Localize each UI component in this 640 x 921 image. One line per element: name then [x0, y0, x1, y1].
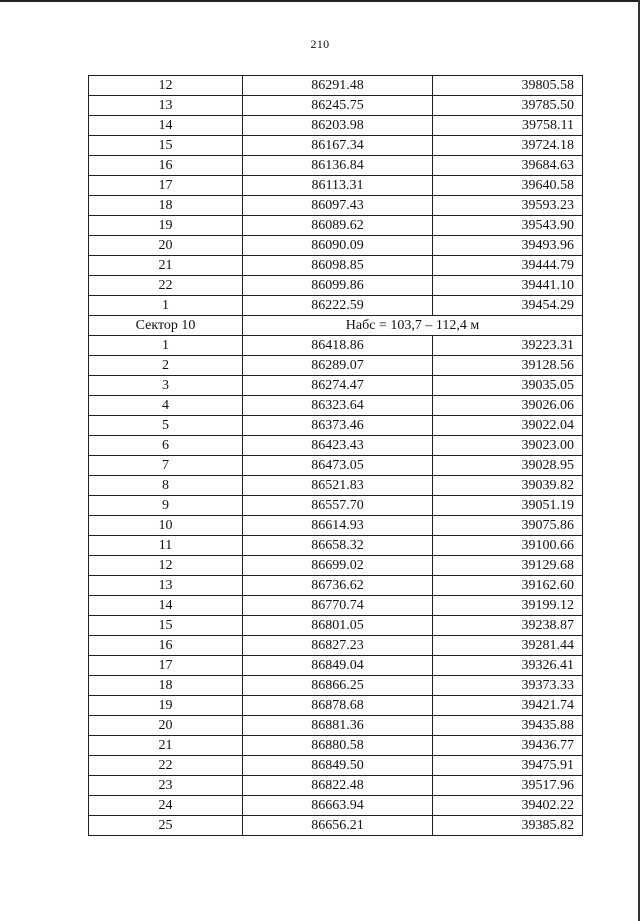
- point-number-cell: 6: [89, 436, 243, 456]
- y-coordinate-cell: 39022.04: [433, 416, 583, 436]
- x-coordinate-cell: 86203.98: [243, 116, 433, 136]
- x-coordinate-cell: 86699.02: [243, 556, 433, 576]
- x-coordinate-cell: 86881.36: [243, 716, 433, 736]
- x-coordinate-cell: 86473.05: [243, 456, 433, 476]
- y-coordinate-cell: 39026.06: [433, 396, 583, 416]
- page-number: 210: [310, 37, 330, 51]
- table-row: [89, 476, 583, 496]
- point-number-cell: 20: [89, 716, 243, 736]
- point-number-cell: 11: [89, 536, 243, 556]
- point-number-cell: 4: [89, 396, 243, 416]
- y-coordinate-cell: 39035.05: [433, 376, 583, 396]
- table-row: [89, 696, 583, 716]
- x-coordinate-cell: 86097.43: [243, 196, 433, 216]
- y-coordinate-cell: 39475.91: [433, 756, 583, 776]
- sector-header-group: [89, 316, 583, 336]
- x-coordinate-cell: 86801.05: [243, 616, 433, 636]
- point-number-cell: 3: [89, 376, 243, 396]
- y-coordinate-cell: 39454.29: [433, 296, 583, 316]
- x-coordinate-cell: 86880.58: [243, 736, 433, 756]
- x-coordinate-cell: 86418.86: [243, 336, 433, 356]
- point-number-cell: 21: [89, 736, 243, 756]
- x-coordinate-cell: 86373.46: [243, 416, 433, 436]
- table-row: [89, 336, 583, 356]
- point-number-cell: 9: [89, 496, 243, 516]
- point-number-cell: 22: [89, 276, 243, 296]
- table-row: [89, 236, 583, 256]
- point-number-cell: 25: [89, 816, 243, 836]
- table-row: [89, 96, 583, 116]
- table-row: [89, 256, 583, 276]
- y-coordinate-cell: 39805.58: [433, 76, 583, 96]
- table-row: [89, 536, 583, 556]
- x-coordinate-cell: 86736.62: [243, 576, 433, 596]
- table-row: [89, 116, 583, 136]
- point-number-cell: 15: [89, 136, 243, 156]
- y-coordinate-cell: 39421.74: [433, 696, 583, 716]
- x-coordinate-cell: 86245.75: [243, 96, 433, 116]
- x-coordinate-cell: 86099.86: [243, 276, 433, 296]
- table-row: [89, 516, 583, 536]
- point-number-cell: 5: [89, 416, 243, 436]
- y-coordinate-cell: 39199.12: [433, 596, 583, 616]
- x-coordinate-cell: 86878.68: [243, 696, 433, 716]
- y-coordinate-cell: 39326.41: [433, 656, 583, 676]
- table-row: [89, 436, 583, 456]
- x-coordinate-cell: 86663.94: [243, 796, 433, 816]
- table-row: [89, 576, 583, 596]
- x-coordinate-cell: 86521.83: [243, 476, 433, 496]
- point-number-cell: 17: [89, 656, 243, 676]
- y-coordinate-cell: 39039.82: [433, 476, 583, 496]
- point-number-cell: 16: [89, 636, 243, 656]
- table-row: [89, 776, 583, 796]
- sector-header-row: [89, 316, 583, 336]
- point-number-cell: 1: [89, 336, 243, 356]
- y-coordinate-cell: 39238.87: [433, 616, 583, 636]
- point-number-cell: 18: [89, 676, 243, 696]
- y-coordinate-cell: 39023.00: [433, 436, 583, 456]
- x-coordinate-cell: 86289.07: [243, 356, 433, 376]
- point-number-cell: 14: [89, 116, 243, 136]
- point-number-cell: 12: [89, 76, 243, 96]
- table-row: [89, 596, 583, 616]
- y-coordinate-cell: 39684.63: [433, 156, 583, 176]
- table-row: [89, 276, 583, 296]
- y-coordinate-cell: 39281.44: [433, 636, 583, 656]
- point-number-cell: 7: [89, 456, 243, 476]
- x-coordinate-cell: 86291.48: [243, 76, 433, 96]
- y-coordinate-cell: 39129.68: [433, 556, 583, 576]
- y-coordinate-cell: 39758.11: [433, 116, 583, 136]
- point-number-cell: 20: [89, 236, 243, 256]
- x-coordinate-cell: 86113.31: [243, 176, 433, 196]
- point-number-cell: 23: [89, 776, 243, 796]
- table-row: [89, 356, 583, 376]
- coordinates-table-body-bottom: [89, 336, 583, 836]
- y-coordinate-cell: 39162.60: [433, 576, 583, 596]
- x-coordinate-cell: 86274.47: [243, 376, 433, 396]
- point-number-cell: 17: [89, 176, 243, 196]
- table-row: [89, 796, 583, 816]
- table-row: [89, 636, 583, 656]
- table-row: [89, 716, 583, 736]
- y-coordinate-cell: 39075.86: [433, 516, 583, 536]
- table-row: [89, 296, 583, 316]
- x-coordinate-cell: 86557.70: [243, 496, 433, 516]
- table-row: [89, 616, 583, 636]
- y-coordinate-cell: 39436.77: [433, 736, 583, 756]
- y-coordinate-cell: 39724.18: [433, 136, 583, 156]
- point-number-cell: 8: [89, 476, 243, 496]
- y-coordinate-cell: 39128.56: [433, 356, 583, 376]
- table-row: [89, 416, 583, 436]
- point-number-cell: 19: [89, 216, 243, 236]
- y-coordinate-cell: 39051.19: [433, 496, 583, 516]
- x-coordinate-cell: 86222.59: [243, 296, 433, 316]
- y-coordinate-cell: 39441.10: [433, 276, 583, 296]
- table-row: [89, 756, 583, 776]
- y-coordinate-cell: 39640.58: [433, 176, 583, 196]
- x-coordinate-cell: 86822.48: [243, 776, 433, 796]
- y-coordinate-cell: 39543.90: [433, 216, 583, 236]
- x-coordinate-cell: 86090.09: [243, 236, 433, 256]
- y-coordinate-cell: 39223.31: [433, 336, 583, 356]
- y-coordinate-cell: 39785.50: [433, 96, 583, 116]
- table-row: [89, 676, 583, 696]
- point-number-cell: 19: [89, 696, 243, 716]
- table-row: [89, 556, 583, 576]
- y-coordinate-cell: 39593.23: [433, 196, 583, 216]
- table-row: [89, 216, 583, 236]
- coordinates-table-body-top: [89, 76, 583, 316]
- table-row: [89, 176, 583, 196]
- x-coordinate-cell: 86849.50: [243, 756, 433, 776]
- page-edge-top: [0, 0, 640, 2]
- x-coordinate-cell: 86089.62: [243, 216, 433, 236]
- point-number-cell: 2: [89, 356, 243, 376]
- point-number-cell: 24: [89, 796, 243, 816]
- x-coordinate-cell: 86323.64: [243, 396, 433, 416]
- table-row: [89, 156, 583, 176]
- table-row: [89, 376, 583, 396]
- coordinates-table: [88, 75, 583, 836]
- y-coordinate-cell: 39373.33: [433, 676, 583, 696]
- table-row: [89, 656, 583, 676]
- y-coordinate-cell: 39028.95: [433, 456, 583, 476]
- x-coordinate-cell: 86098.85: [243, 256, 433, 276]
- table-row: [89, 136, 583, 156]
- y-coordinate-cell: 39517.96: [433, 776, 583, 796]
- table-row: [89, 396, 583, 416]
- point-number-cell: 18: [89, 196, 243, 216]
- y-coordinate-cell: 39493.96: [433, 236, 583, 256]
- point-number-cell: 13: [89, 96, 243, 116]
- table-row: [89, 496, 583, 516]
- sector-height-range: Набс = 103,7 – 112,4 м: [243, 316, 583, 336]
- sector-label: Сектор 10: [89, 316, 243, 336]
- y-coordinate-cell: 39435.88: [433, 716, 583, 736]
- point-number-cell: 15: [89, 616, 243, 636]
- point-number-cell: 12: [89, 556, 243, 576]
- point-number-cell: 21: [89, 256, 243, 276]
- x-coordinate-cell: 86849.04: [243, 656, 433, 676]
- table-row: [89, 76, 583, 96]
- point-number-cell: 22: [89, 756, 243, 776]
- x-coordinate-cell: 86136.84: [243, 156, 433, 176]
- x-coordinate-cell: 86656.21: [243, 816, 433, 836]
- y-coordinate-cell: 39402.22: [433, 796, 583, 816]
- y-coordinate-cell: 39385.82: [433, 816, 583, 836]
- point-number-cell: 16: [89, 156, 243, 176]
- point-number-cell: 1: [89, 296, 243, 316]
- table-row: [89, 456, 583, 476]
- x-coordinate-cell: 86167.34: [243, 136, 433, 156]
- x-coordinate-cell: 86866.25: [243, 676, 433, 696]
- table-row: [89, 196, 583, 216]
- x-coordinate-cell: 86423.43: [243, 436, 433, 456]
- table-row: [89, 736, 583, 756]
- table-row: [89, 816, 583, 836]
- x-coordinate-cell: 86827.23: [243, 636, 433, 656]
- y-coordinate-cell: 39100.66: [433, 536, 583, 556]
- point-number-cell: 13: [89, 576, 243, 596]
- x-coordinate-cell: 86614.93: [243, 516, 433, 536]
- point-number-cell: 10: [89, 516, 243, 536]
- x-coordinate-cell: 86770.74: [243, 596, 433, 616]
- point-number-cell: 14: [89, 596, 243, 616]
- x-coordinate-cell: 86658.32: [243, 536, 433, 556]
- y-coordinate-cell: 39444.79: [433, 256, 583, 276]
